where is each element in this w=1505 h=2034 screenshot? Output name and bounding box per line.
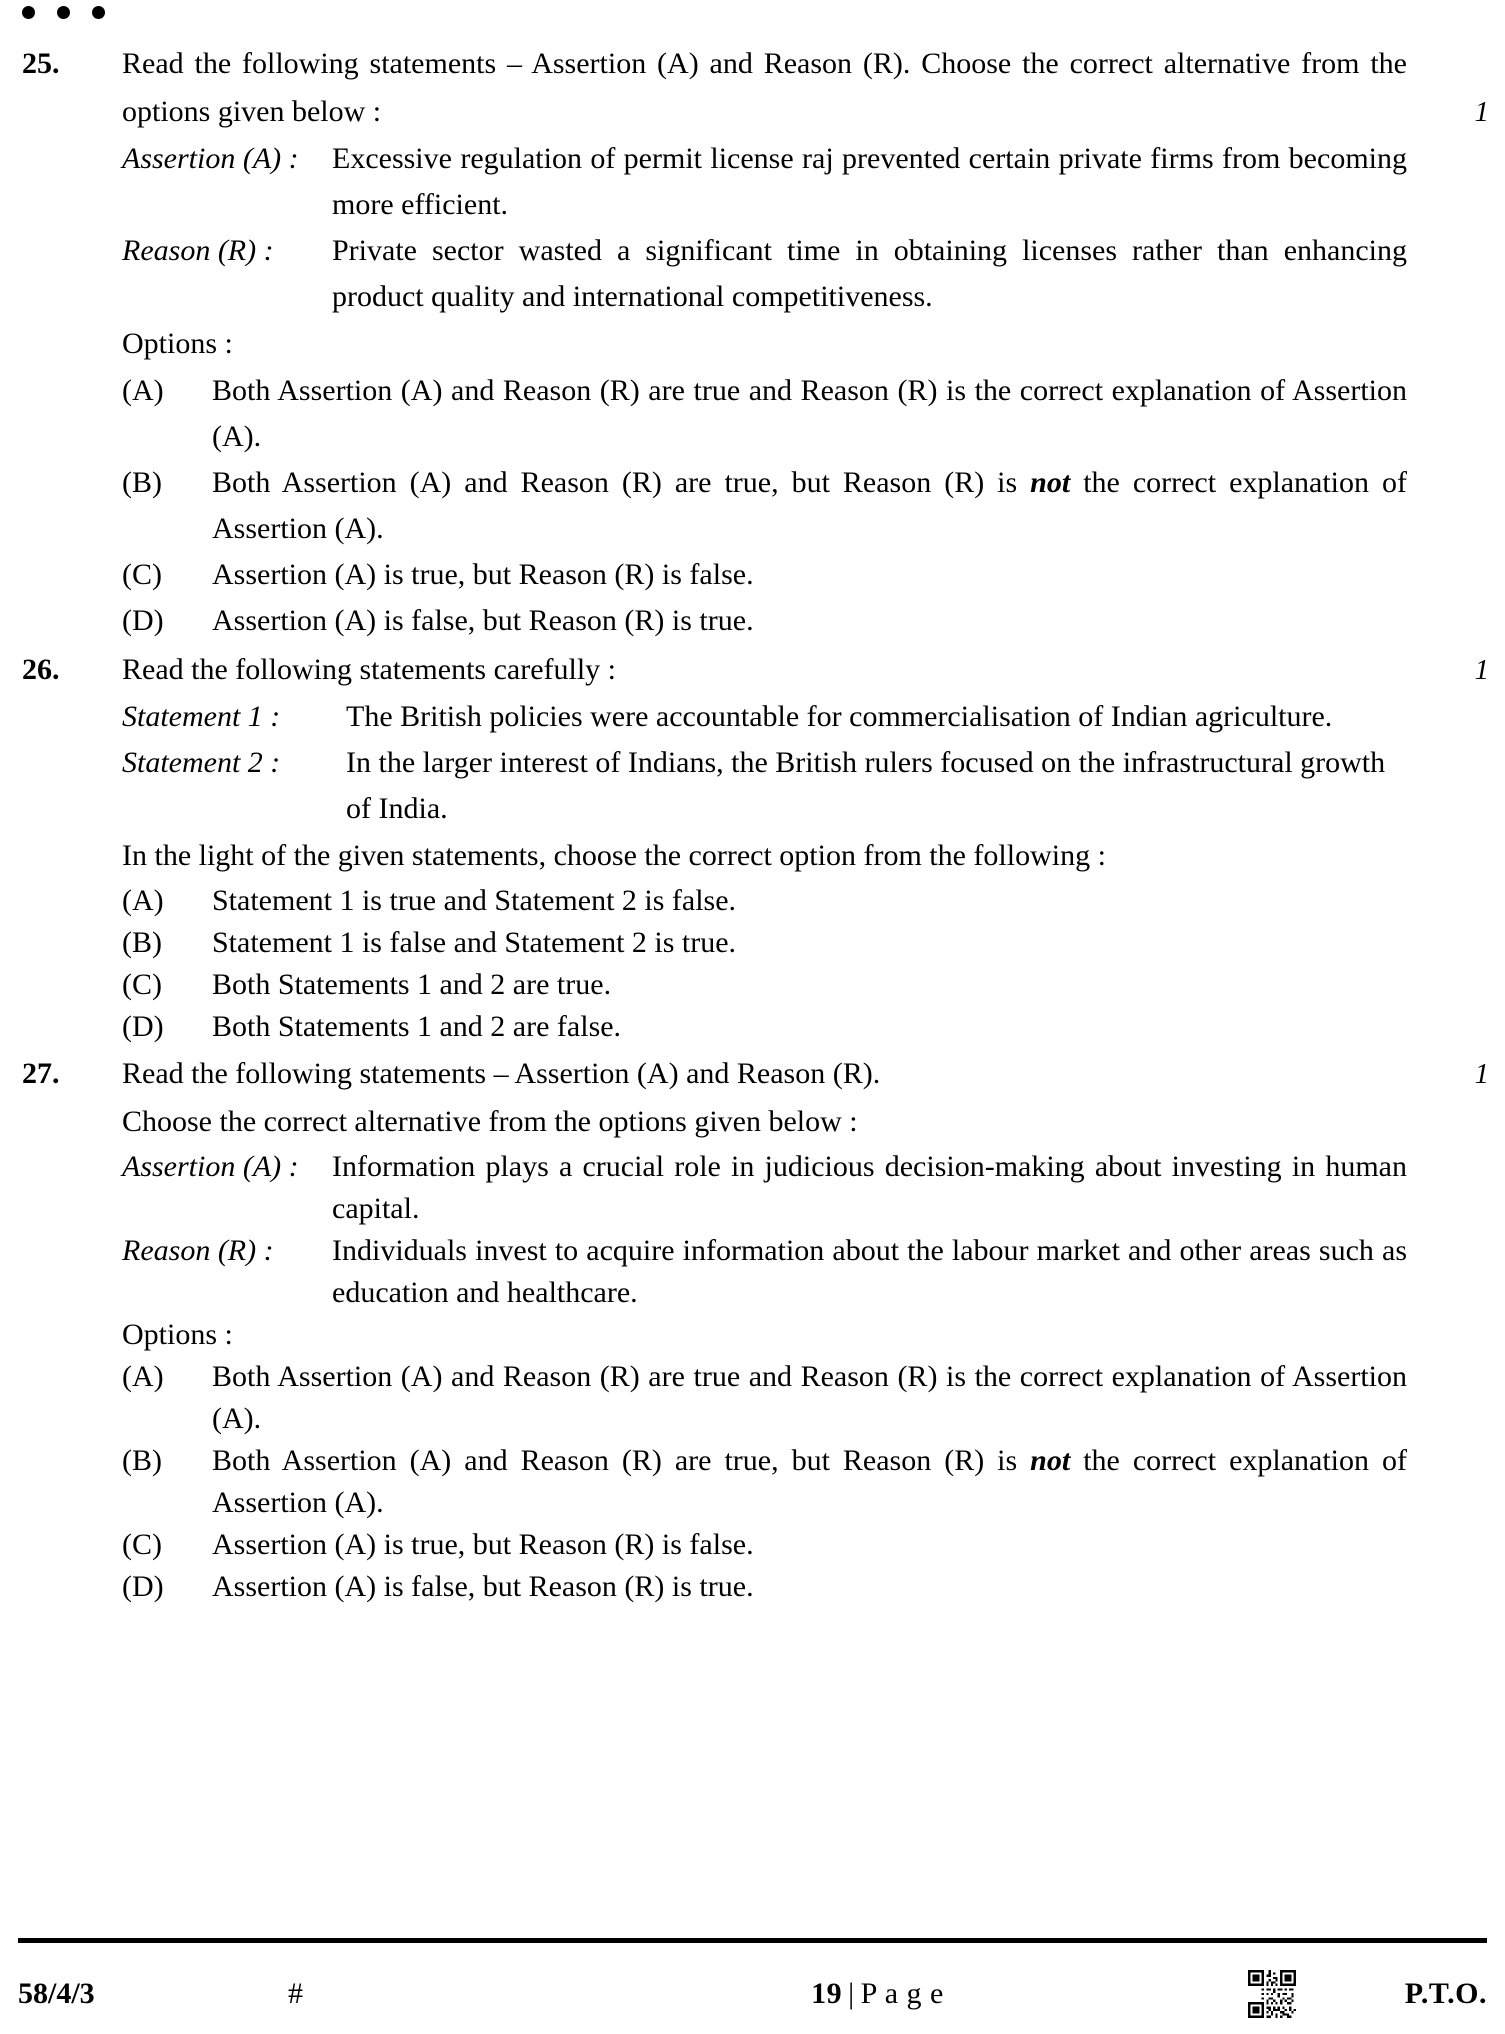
- reason-label: Reason (R) :: [122, 1234, 274, 1267]
- option-text-main: Assertion (A) is false, but Reason (R) is true.: [212, 1570, 754, 1603]
- option-a[interactable]: [122, 368, 1407, 460]
- option-text-emphasis: not: [1030, 1444, 1071, 1477]
- option-letter: (B): [122, 926, 162, 959]
- options-label: Options :: [122, 327, 233, 360]
- option-text: [212, 1356, 1407, 1440]
- option-text-tail: the correct explanation of Assertion (A).: [212, 466, 1407, 545]
- option-text: [212, 552, 1407, 598]
- question-instruction: In the light of the given statements, choose the correct option from the following :: [122, 839, 1106, 872]
- page-top-marker-dots: [22, 6, 105, 19]
- option-b[interactable]: [122, 922, 1407, 964]
- option-text-main: Statement 1 is true and Statement 2 is false.: [212, 884, 737, 917]
- page-separator: |: [848, 1977, 855, 2010]
- option-letter: (C): [122, 968, 162, 1001]
- hash-mark: #: [288, 1977, 303, 2010]
- page-footer: [18, 1962, 1487, 2026]
- statement-2-label: Statement 2 :: [122, 746, 281, 779]
- option-text-main: Both Assertion (A) and Reason (R) are true and Reason (R) is the correct explanation of Assertion (A).: [212, 1360, 1407, 1435]
- question-list: [0, 40, 1505, 1610]
- option-letter: (A): [122, 374, 164, 407]
- question-25: [22, 40, 1487, 644]
- option-c[interactable]: [122, 552, 1407, 598]
- marks-value: 1: [1474, 96, 1489, 128]
- question-stem-line-1: Read the following statements – Assertion (A) and Reason (R).: [122, 1057, 881, 1090]
- option-letter: (D): [122, 604, 164, 637]
- marker-dot-3: [92, 6, 105, 19]
- question-stem: [122, 646, 1489, 694]
- option-text-main: Both Assertion (A) and Reason (R) are true, but Reason (R) is: [212, 1444, 1031, 1477]
- option-letter: (A): [122, 884, 164, 917]
- option-text: [212, 880, 1407, 922]
- option-d[interactable]: [122, 598, 1407, 644]
- option-letter: (A): [122, 1360, 164, 1393]
- page-number: 19: [811, 1977, 843, 2010]
- option-letter: (D): [122, 1570, 164, 1603]
- marks-value: 1: [1474, 1058, 1489, 1090]
- question-body: [122, 1050, 1489, 1608]
- question-26: [22, 646, 1487, 1048]
- question-stem-line-1: Read the following statements carefully :: [122, 653, 617, 686]
- marks-value: 1: [1474, 654, 1489, 686]
- marker-dot-2: [57, 6, 70, 19]
- question-27: [22, 1050, 1487, 1608]
- option-text: [212, 598, 1407, 644]
- option-text-emphasis: not: [1030, 466, 1071, 499]
- option-text-main: Assertion (A) is false, but Reason (R) is true.: [212, 604, 754, 637]
- statement-1-label: Statement 1 :: [122, 700, 281, 733]
- option-text-main: Statement 1 is false and Statement 2 is true.: [212, 926, 737, 959]
- qr-code-icon: [1227, 1970, 1317, 2018]
- question-body: [122, 646, 1489, 1048]
- option-text: [212, 1566, 1407, 1608]
- footer-divider: [18, 1938, 1487, 1943]
- page-indicator: [528, 1977, 1227, 2011]
- option-text-main: Both Statements 1 and 2 are true.: [212, 968, 612, 1001]
- question-number: 25.: [22, 47, 60, 80]
- option-text: [212, 1524, 1407, 1566]
- assertion-label: Assertion (A) :: [122, 1150, 299, 1183]
- reason-row: [122, 1230, 1407, 1314]
- statement-2-text: In the larger interest of Indians, the British rulers focused on the infrastructural growth of India.: [346, 746, 1386, 825]
- reason-row: [122, 228, 1407, 320]
- reason-text: Private sector wasted a significant time in obtaining licenses rather than enhancing product quality and international competitiveness.: [332, 234, 1407, 313]
- option-text-main: Both Assertion (A) and Reason (R) are true and Reason (R) is the correct explanation of Assertion (A).: [212, 374, 1407, 453]
- option-text: [212, 1006, 1407, 1048]
- option-a[interactable]: [122, 880, 1407, 922]
- option-text-main: Assertion (A) is true, but Reason (R) is false.: [212, 558, 754, 591]
- question-stem-line-2: Choose the correct alternative from the options given below :: [122, 1105, 858, 1138]
- option-letter: (C): [122, 558, 162, 591]
- option-text-main: Both Assertion (A) and Reason (R) are true, but Reason (R) is: [212, 466, 1031, 499]
- option-text: [212, 922, 1407, 964]
- option-text: [212, 1440, 1407, 1524]
- question-body: [122, 40, 1489, 644]
- option-text: [212, 964, 1407, 1006]
- assertion-row: [122, 1146, 1407, 1230]
- question-stem-line-1-row: [122, 1050, 1407, 1098]
- paper-code: 58/4/3: [18, 1977, 95, 2010]
- option-d[interactable]: [122, 1566, 1407, 1608]
- assertion-text: Excessive regulation of permit license raj prevented certain private firms from becoming more efficient.: [332, 142, 1407, 221]
- option-letter: (C): [122, 1528, 162, 1561]
- statement-1-text: The British policies were accountable for commercialisation of Indian agriculture.: [346, 700, 1333, 733]
- option-text: [212, 460, 1407, 552]
- option-c[interactable]: [122, 1524, 1407, 1566]
- question-stem-line-1: Read the following statements – Assertion (A) and Reason (R). Choose: [122, 47, 1012, 80]
- assertion-text: Information plays a crucial role in judicious decision-making about investing in human capital.: [332, 1150, 1407, 1225]
- question-stem: [122, 40, 1489, 136]
- statement-1-row: [122, 694, 1407, 740]
- options-label: Options :: [122, 1318, 233, 1351]
- pto-label: P.T.O.: [1404, 1977, 1487, 2010]
- page-word: P a g e: [860, 1977, 944, 2010]
- option-letter: (B): [122, 1444, 162, 1477]
- option-letter: (B): [122, 466, 162, 499]
- option-b[interactable]: [122, 1440, 1407, 1524]
- option-text-main: Both Statements 1 and 2 are false.: [212, 1010, 622, 1043]
- question-stem-line-2: the correct alternative from the options given below :: [122, 47, 1407, 128]
- option-c[interactable]: [122, 964, 1407, 1006]
- option-a[interactable]: [122, 1356, 1407, 1440]
- question-number: 26.: [22, 653, 60, 686]
- option-text-main: Assertion (A) is true, but Reason (R) is false.: [212, 1528, 754, 1561]
- option-b[interactable]: [122, 460, 1407, 552]
- reason-text: Individuals invest to acquire information about the labour market and other areas such as education and healthcare.: [332, 1234, 1407, 1309]
- option-text-tail: the correct explanation of Assertion (A).: [212, 1444, 1407, 1519]
- option-letter: (D): [122, 1010, 164, 1043]
- statement-2-row: [122, 740, 1407, 832]
- assertion-row: [122, 136, 1407, 228]
- assertion-label: Assertion (A) :: [122, 142, 299, 175]
- reason-label: Reason (R) :: [122, 234, 274, 267]
- question-number: 27.: [22, 1057, 60, 1090]
- option-d[interactable]: [122, 1006, 1407, 1048]
- marker-dot-1: [22, 6, 35, 19]
- option-text: [212, 368, 1407, 460]
